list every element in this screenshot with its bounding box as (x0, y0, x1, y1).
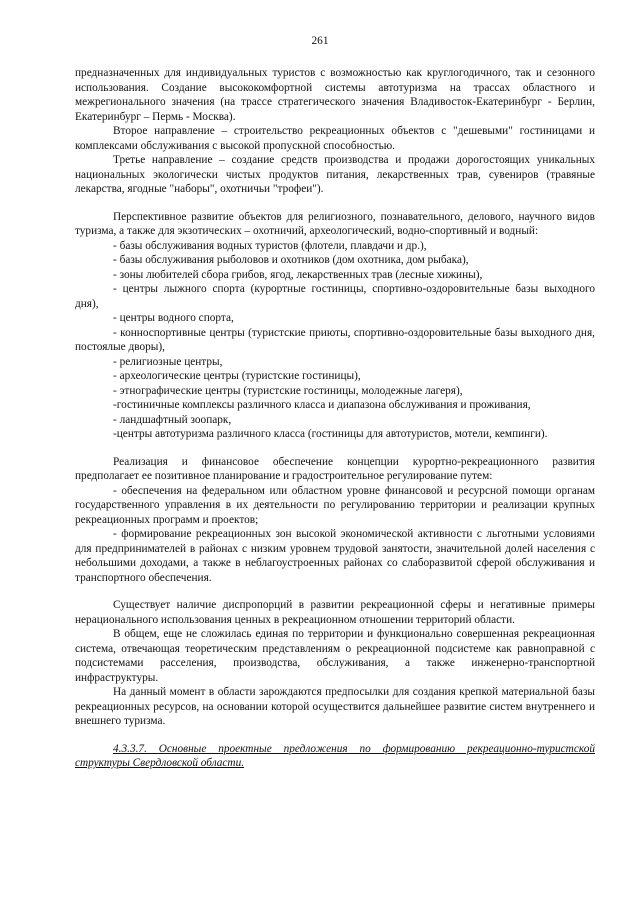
paragraph: предназначенных для индивидуальных туристов с возможностью как круглогодичного, так и сезонного использования. Создание высококомфортной системы автотуризма на трассах областного и межрегионального значения (на трассе стратегического значения Владивосток-Екатеринбург - Берлин, Екатеринбург – Пермь - Москва). (75, 67, 595, 123)
section-heading: 4.3.3.7. Основные проектные предложения по формированию рекреационно-туристской структуры Свердловской области. (75, 742, 595, 769)
list-item: - этнографические центры (туристские гостиницы, молодежные лагеря), (113, 384, 463, 397)
list-item: - базы обслуживания рыболовов и охотников (дом охотника, дом рыбака), (113, 254, 469, 266)
paragraph: На данный момент в области зарождаются предпосылки для создания крепкой материальной базы рекреационных ресурсов, на основании которой осуществится дальнейшее развитие систем внутреннего и внешнего туризма. (75, 686, 595, 727)
page-number: 261 (311, 35, 329, 47)
paragraph-gap (75, 442, 595, 455)
document-body (75, 66, 595, 771)
list-item: - зоны любителей сбора грибов, ягод, лекарственных трав (лесные хижины), (113, 268, 483, 281)
list-item: - ландшафтный зоопарк, (113, 413, 232, 426)
paragraph: Реализация и финансовое обеспечение концепции курортно-рекреационного развития предполагает ее позитивное планирование и градостроительное регулирование путем: (75, 455, 595, 482)
list-item: - археологические центры (туристские гостиницы), (113, 370, 361, 382)
paragraph-gap (75, 585, 595, 598)
paragraph: - формирование рекреационных зон высокой экономической активности с льготными условиями для предпринимателей в районах с низким уровнем трудовой занятости, значительной долей населения с небольшими доходами, а также в неблагоустроенных районах со слаборазвитой сферой обслуживания и транспортного обеспечения. (75, 528, 595, 584)
paragraph: Существует наличие диспропорций в развитии рекреационной сферы и негативные примеры нерационального использования ценных в рекреационном отношении территорий области. (75, 599, 595, 626)
paragraph: - обеспечения на федеральном или областном уровне финансовой и ресурсной помощи органам государственного управления в их деятельности по регулированию территории и реализации крупных рекреационных программ и проектов; (75, 484, 595, 526)
list-item: - центры лыжного спорта (курортные гостиницы, спортивно-оздоровительные базы выходного дня), (75, 283, 595, 310)
paragraph: Третье направление – создание средств производства и продажи дорогостоящих уникальных национальных экологически чистых продуктов питания, лекарственных трав, сувениров (травяные лекарства, ягодные "наборы", охотничьи "трофеи"). (75, 154, 595, 195)
paragraph: Перспективное развитие объектов для религиозного, познавательного, делового, научного видов туризма, а также для экзотических – охотничий, археологический, водно-спортивный и водный: (75, 210, 595, 237)
paragraph: В общем, еще не сложилась единая по территории и функционально совершенная рекреационная система, отвечающая теоретическим представлениям о рекреационной подсистеме как равноправной с подсистемами расселения, производства, обслуживания, а также инженерно-транспортной инфраструктуры. (75, 628, 595, 684)
list-item: - религиозные центры, (113, 355, 223, 368)
paragraph-gap (75, 729, 595, 742)
list-item: - центры водного спорта, (113, 312, 234, 324)
list-item: -центры автотуризма различного класса (гостиницы для автотуристов, мотели, кемпинги). (113, 428, 548, 440)
list-item: -гостиничные комплексы различного класса и диапазона обслуживания и проживания, (113, 399, 531, 411)
paragraph-gap (75, 197, 595, 210)
paragraph: Второе направление – строительство рекреационных объектов с "дешевыми" гостиницами и комплексами обслуживания с высокой пропускной способностью. (75, 125, 595, 152)
list-item: - конноспортивные центры (туристские приюты, спортивно-оздоровительные базы выходного дня, постоялые дворы), (75, 326, 595, 353)
list-item: - базы обслуживания водных туристов (флотели, плавдачи и др.), (113, 239, 427, 252)
